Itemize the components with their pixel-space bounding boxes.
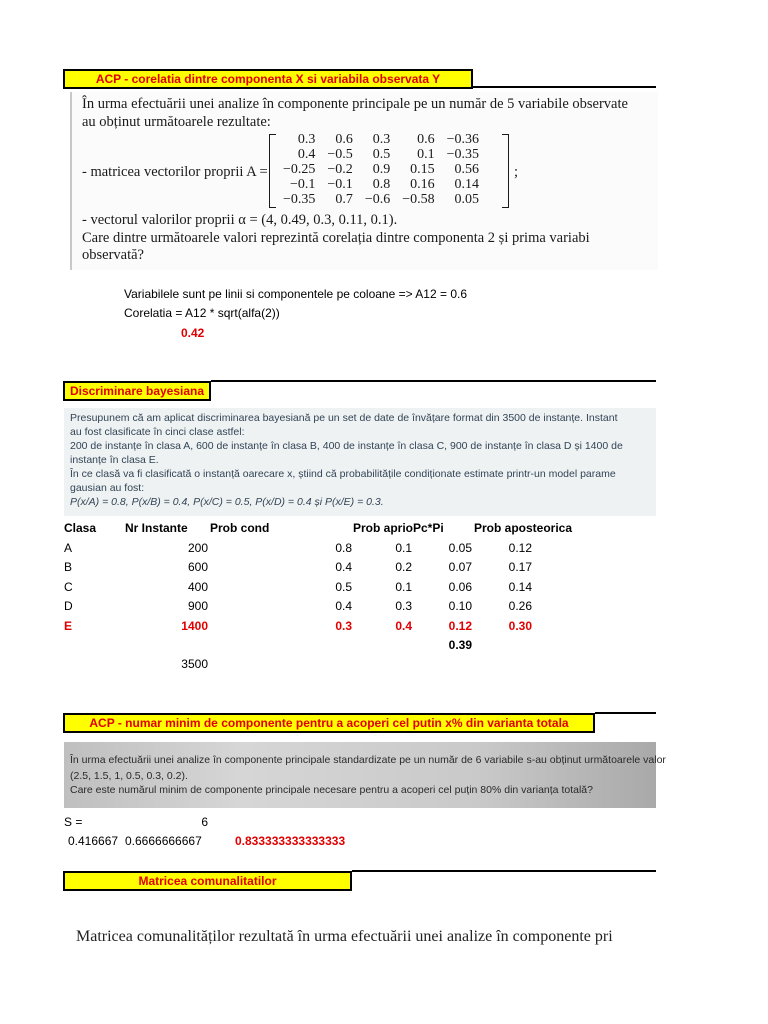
problem-text-line: În ce clasă va fi clasificată o instanță oarecare x, știind că probabilitățile condiționate estimate printr-un model parame (70, 468, 616, 480)
matrix-cell: 0.3 (297, 132, 316, 147)
table-cell-pcpi: 0.06 (448, 580, 472, 594)
table-cell-prob-aprio: 0.4 (395, 619, 412, 633)
table-cell-prob-aprio: 0.3 (395, 599, 412, 613)
problem-image-acp-numar-minim (64, 742, 666, 808)
problem-text-line: gausian au fost: (70, 482, 145, 494)
matrix-cell: 0.56 (454, 162, 480, 177)
column-header-prob-aposteorica: Prob aposteorica (474, 521, 573, 535)
table-cell-prob-apost: 0.14 (508, 580, 532, 594)
matrix-cell: 0.3 (372, 132, 391, 147)
table-cell-prob-apost: 0.12 (508, 541, 532, 555)
pcpi-total: 0.39 (448, 638, 472, 652)
solution-line: Variabilele sunt pe linii si componentele pe coloane => A12 = 0.6 (124, 287, 468, 301)
table-cell-prob-cond: 0.4 (335, 599, 352, 613)
matrix-cell: 0.6 (417, 132, 435, 147)
table-cell-prob-cond: 0.8 (335, 541, 352, 555)
table-cell-clasa: D (64, 599, 73, 613)
table-cell-prob-aprio: 0.1 (395, 541, 412, 555)
section-header-acp-numar-minim: ACP - numar minim de componente pentru a acoperi cel putin x% din varianta totala (63, 713, 595, 733)
answer-value: 0.833333333333333 (235, 834, 346, 848)
matrix-cell: 0.15 (410, 162, 435, 177)
column-header-clasa: Clasa (64, 521, 97, 535)
problem-text-line: (2.5, 1.5, 1, 0.5, 0.3, 0.2). (70, 770, 188, 782)
problem-text-line: Care este numărul minim de componente principale necesare pentru a acoperi cel puțin 80% din varianța totală? (70, 784, 593, 796)
matrix-cell: −0.6 (364, 192, 391, 207)
matrix-left-bracket (269, 134, 276, 208)
table-cell-pcpi: 0.10 (448, 599, 472, 613)
eigenvector-matrix (269, 134, 509, 208)
matrix-cell: 0.1 (417, 147, 435, 162)
matrix-cell: 0.6 (335, 132, 353, 147)
problem-text-line: instanțe în clasa E. (70, 454, 159, 466)
eigenvalues-line: - vectorul valorilor proprii α = (4, 0.49, 0.3, 0.11, 0.1). (82, 212, 398, 228)
table-cell-pcpi: 0.12 (448, 619, 472, 633)
answer-value: 0.42 (181, 326, 205, 340)
problem-text-line: P(x/A) = 0.8, P(x/B) = 0.4, P(x/C) = 0.5, P(x/D) = 0.4 și P(x/E) = 0.3. (70, 496, 384, 508)
table-cell-prob-apost: 0.17 (508, 560, 532, 574)
s-label: S = (64, 815, 83, 829)
table-cell-prob-cond: 0.3 (335, 619, 352, 633)
section-header-discriminare: Discriminare bayesiana (63, 381, 211, 401)
section-divider (595, 712, 656, 714)
table-cell-pcpi: 0.05 (448, 541, 472, 555)
question-line: observată? (82, 247, 144, 263)
table-cell-clasa: C (64, 580, 73, 594)
table-cell-nr: 600 (187, 560, 208, 574)
column-header-prob-cond: Prob cond (210, 521, 270, 535)
matrix-cell: −0.36 (446, 132, 480, 147)
matrix-cell: 0.9 (372, 162, 391, 177)
matrix-cell: −0.1 (327, 177, 353, 192)
matrix-cell: −0.35 (446, 147, 480, 162)
table-cell-prob-apost: 0.26 (508, 599, 532, 613)
table-cell-clasa: A (64, 541, 73, 555)
matrix-cell: 0.8 (372, 177, 391, 192)
matrix-cell: −0.35 (283, 192, 316, 207)
problem-text-line: În urma efectuării unei analize în componente principale standardizate pe un număr de 6 variabile s-au obținut următoarele valor (70, 754, 666, 766)
table-cell-clasa: B (64, 560, 73, 574)
matrix-cell: 0.4 (297, 147, 316, 162)
cumulative-value: 0.416667 (68, 834, 119, 848)
matrix-cell: −0.2 (327, 162, 353, 177)
table-cell-prob-apost: 0.30 (508, 619, 532, 633)
problem-text-line: Matricea comunalităților rezultată în urma efectuării unei analize în componente pri (76, 928, 613, 945)
s-value: 6 (201, 815, 208, 829)
table-cell-nr: 1400 (181, 619, 208, 633)
matrix-cell: −0.5 (327, 147, 353, 162)
matrix-table (277, 132, 485, 207)
problem-text-line: 200 de instanțe în clasa A, 600 de instanțe în clasa B, 400 de instanțe în clasa C, 900 de instanțe în clasa D și 1400 de (70, 440, 623, 452)
section-divider (211, 380, 656, 382)
problem-image-discriminare (64, 408, 656, 516)
problem-image-acp-corelatie (70, 92, 658, 270)
problem-text-line: au fost clasificate în cinci clase astfel: (70, 426, 245, 438)
problem-text-line: au obținut următoarele rezultate: (82, 114, 271, 130)
matrix-cell: 0.7 (335, 192, 353, 207)
matrix-cell: −0.1 (290, 177, 316, 192)
table-cell-prob-cond: 0.5 (335, 580, 352, 594)
table-cell-nr: 400 (187, 580, 208, 594)
table-cell-prob-aprio: 0.1 (395, 580, 412, 594)
table-cell-prob-cond: 0.4 (335, 560, 352, 574)
table-cell-prob-aprio: 0.2 (395, 560, 412, 574)
matrix-cell: 0.14 (454, 177, 480, 192)
table-cell-nr: 200 (187, 541, 208, 555)
cumulative-value: 0.6666666667 (125, 834, 202, 848)
matrix-label: - matricea vectorilor proprii A = (82, 164, 268, 180)
column-header-pcpi: Pc*Pi (413, 521, 444, 535)
matrix-right-bracket (502, 134, 509, 208)
solution-line: Corelatia = A12 * sqrt(alfa(2)) (124, 306, 280, 320)
matrix-cell: −0.25 (283, 162, 316, 177)
section-divider (352, 870, 656, 872)
matrix-cell: 0.5 (372, 147, 391, 162)
table-cell-nr: 900 (187, 599, 208, 613)
matrix-end-mark: ; (514, 164, 519, 180)
question-line: Care dintre următoarele valori reprezintă corelația dintre componenta 2 și prima variabi (82, 230, 590, 246)
matrix-cell: 0.16 (410, 177, 435, 192)
instances-total: 3500 (181, 657, 208, 671)
section-divider (473, 86, 656, 88)
table-cell-pcpi: 0.07 (448, 560, 472, 574)
section-header-comunalitati: Matricea comunalitatilor (63, 871, 352, 891)
problem-text-line: În urma efectuării unei analize în componente principale pe un număr de 5 variabile observate (82, 96, 628, 112)
matrix-cell: 0.05 (454, 192, 480, 207)
problem-text-line: Presupunem că am aplicat discriminarea bayesiană pe un set de date de învățare format din 3500 de instanțe. Instant (70, 412, 618, 424)
column-header-prob-aprio: Prob aprio (353, 521, 414, 535)
column-header-nr-instante: Nr Instante (125, 521, 188, 535)
section-header-acp-corelatie: ACP - corelatia dintre componenta X si variabila observata Y (63, 69, 473, 89)
table-cell-clasa: E (64, 619, 73, 633)
matrix-cell: −0.58 (402, 192, 435, 207)
